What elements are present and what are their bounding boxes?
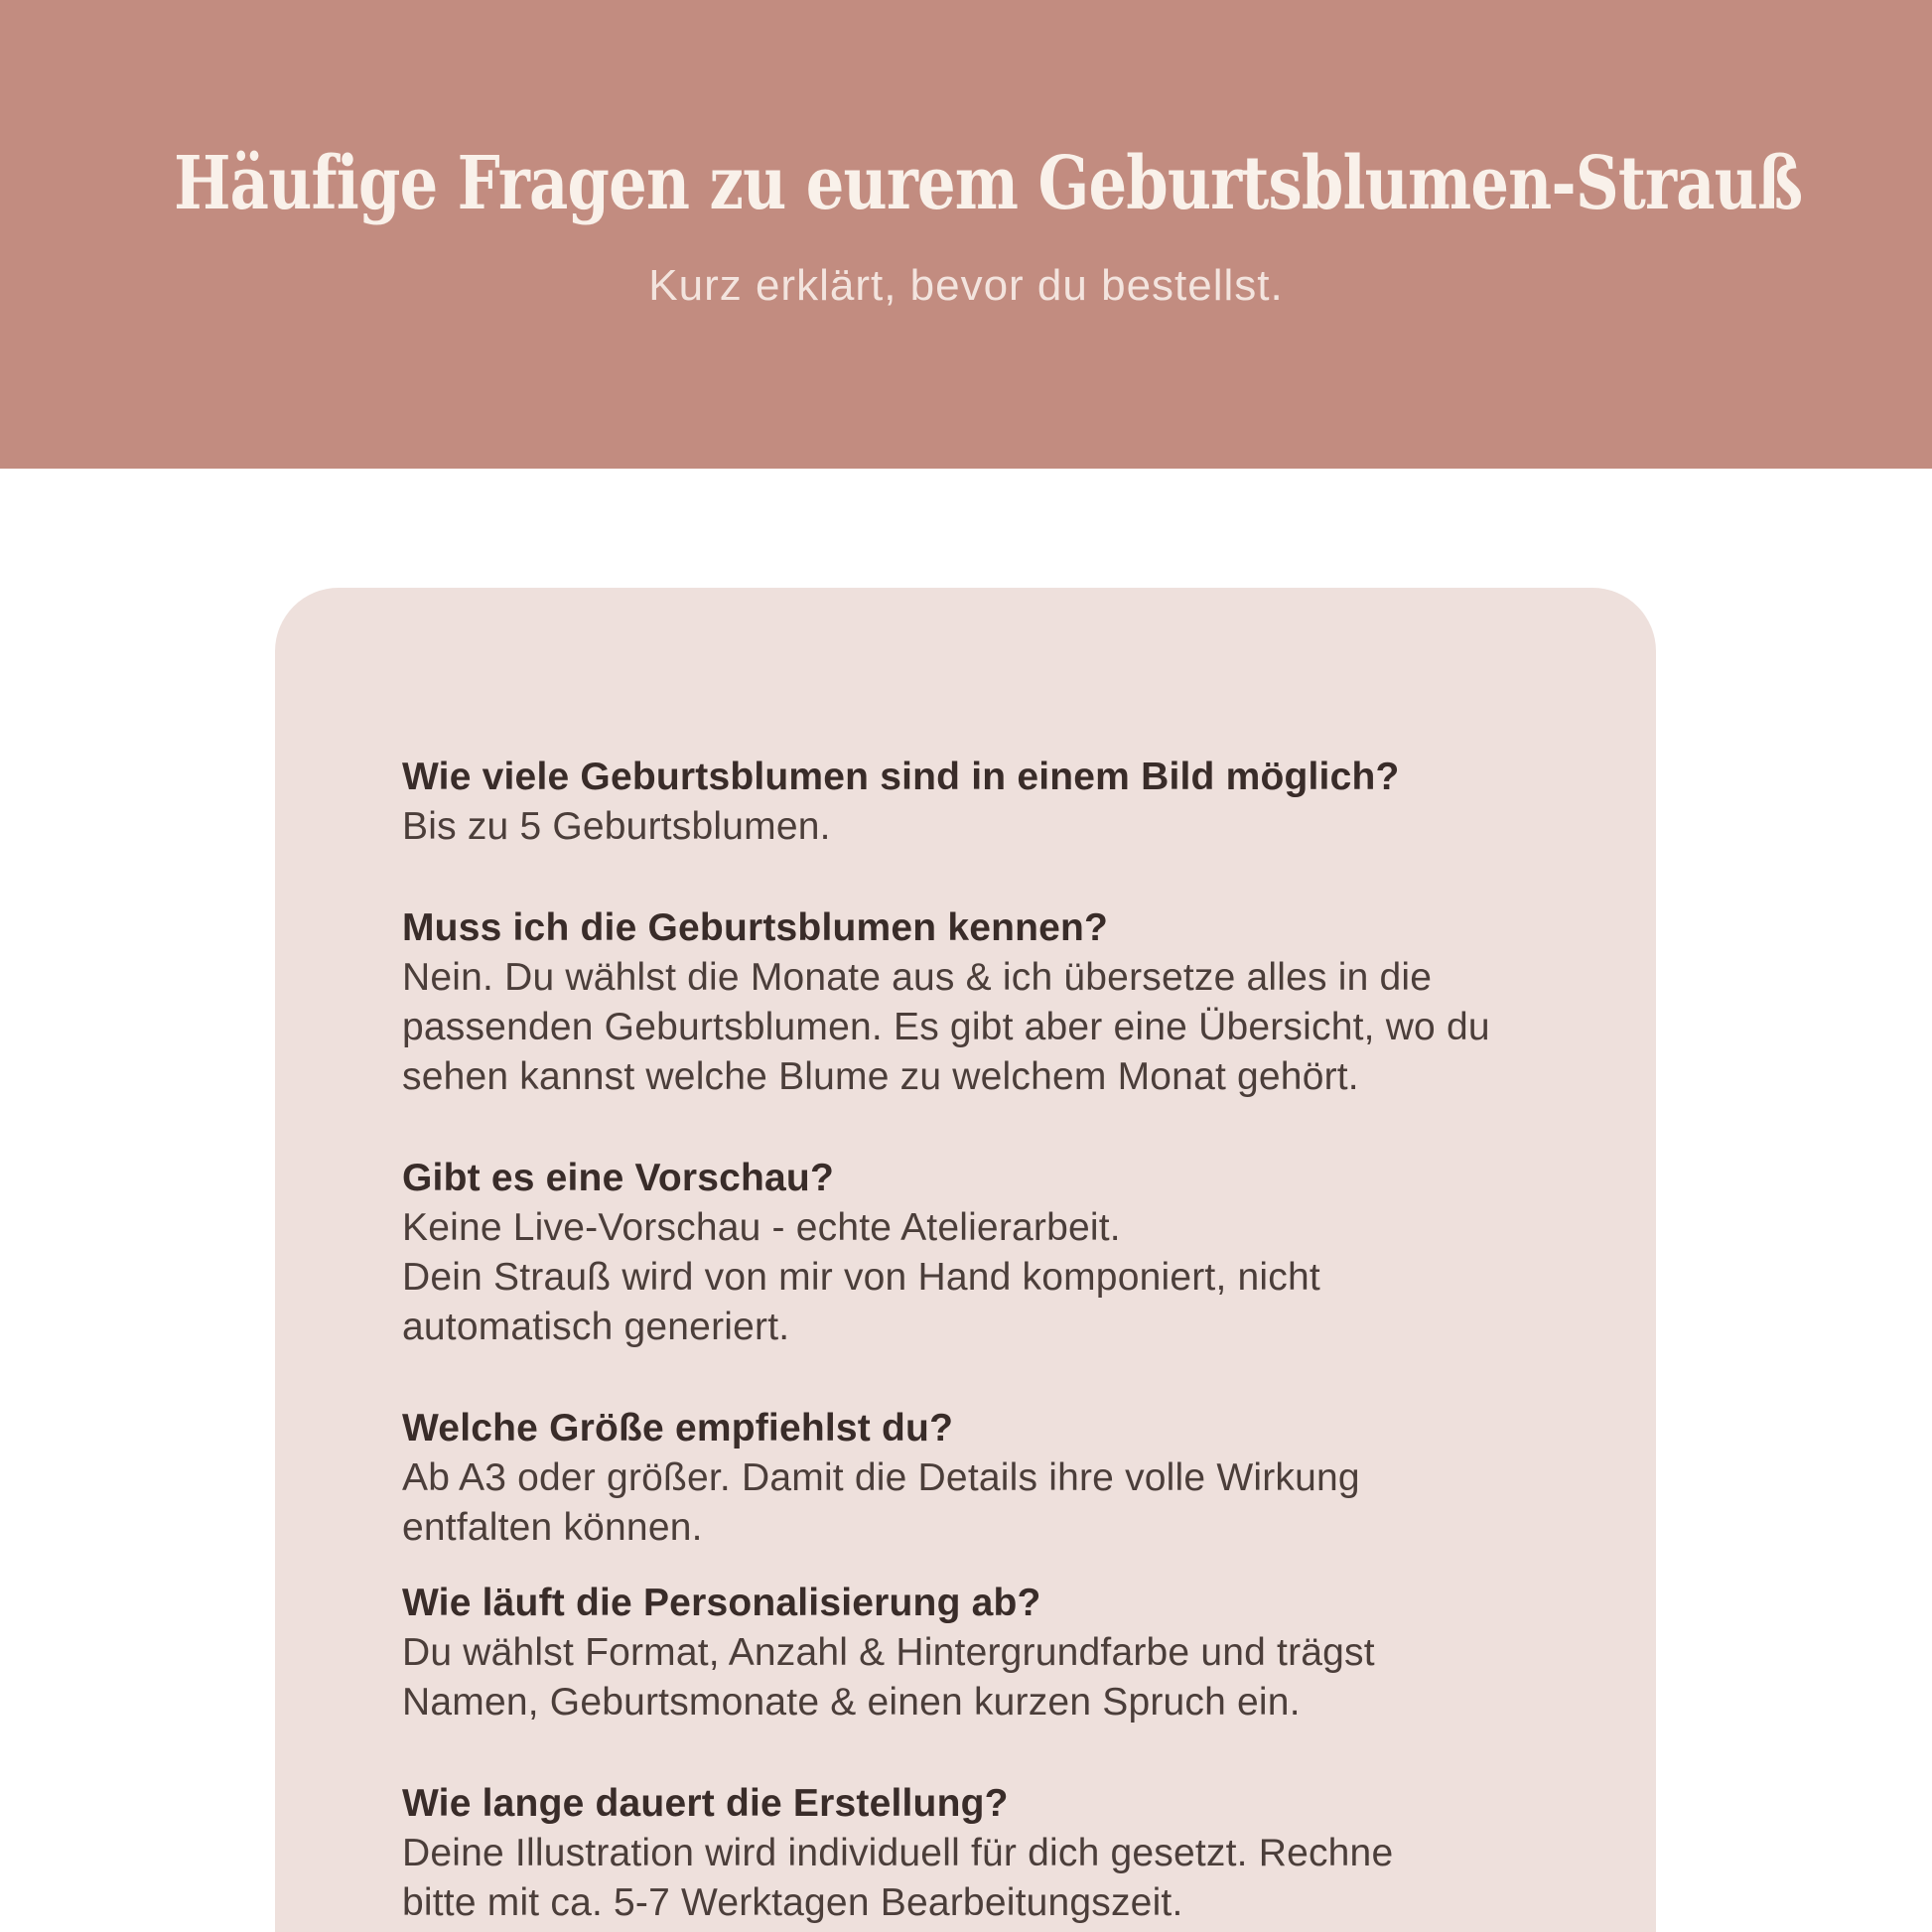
faq-question: Muss ich die Geburtsblumen kennen?	[402, 906, 1109, 949]
faq-card	[275, 588, 1656, 1932]
faq-answer-line: passenden Geburtsblumen. Es gibt aber eine Übersicht, wo du	[402, 1006, 1490, 1048]
faq-question: Gibt es eine Vorschau?	[402, 1157, 834, 1199]
faq-item	[402, 1154, 1547, 1352]
faq-item	[402, 1404, 1547, 1553]
page-title: Häufige Fragen zu eurem Geburtsblumen-Strauß	[174, 141, 1803, 226]
faq-answer-line: Nein. Du wählst die Monate aus & ich übersetze alles in die	[402, 956, 1433, 999]
faq-answer-line: automatisch generiert.	[402, 1306, 790, 1348]
faq-item	[402, 1779, 1547, 1928]
faq-question: Wie läuft die Personalisierung ab?	[402, 1582, 1041, 1624]
faq-question: Welche Größe empfiehlst du?	[402, 1407, 954, 1449]
faq-answer-line: Ab A3 oder größer. Damit die Details ihre volle Wirkung	[402, 1456, 1360, 1499]
faq-item	[402, 903, 1547, 1102]
faq-answer-line: entfalten können.	[402, 1506, 703, 1549]
faq-answer-line: Namen, Geburtsmonate & einen kurzen Spruch ein.	[402, 1681, 1301, 1724]
faq-answer-line: Keine Live-Vorschau - echte Atelierarbeit.	[402, 1206, 1121, 1249]
faq-answer-line: Deine Illustration wird individuell für dich gesetzt. Rechne	[402, 1832, 1394, 1874]
faq-answer-line: Du wählst Format, Anzahl & Hintergrundfarbe und trägst	[402, 1631, 1375, 1674]
faq-answer-line: Dein Strauß wird von mir von Hand komponiert, nicht	[402, 1256, 1320, 1299]
faq-question: Wie viele Geburtsblumen sind in einem Bild möglich?	[402, 756, 1400, 798]
faq-answer-line: bitte mit ca. 5-7 Werktagen Bearbeitungszeit.	[402, 1881, 1183, 1924]
page-subtitle: Kurz erklärt, bevor du bestellst.	[648, 261, 1284, 310]
content-area	[0, 469, 1932, 1932]
faq-answer-line: Bis zu 5 Geburtsblumen.	[402, 805, 831, 848]
faq-item	[402, 753, 1547, 852]
header-banner	[0, 0, 1932, 469]
faq-item	[402, 1579, 1547, 1727]
faq-answer-line: sehen kannst welche Blume zu welchem Monat gehört.	[402, 1055, 1359, 1098]
faq-question: Wie lange dauert die Erstellung?	[402, 1782, 1009, 1825]
